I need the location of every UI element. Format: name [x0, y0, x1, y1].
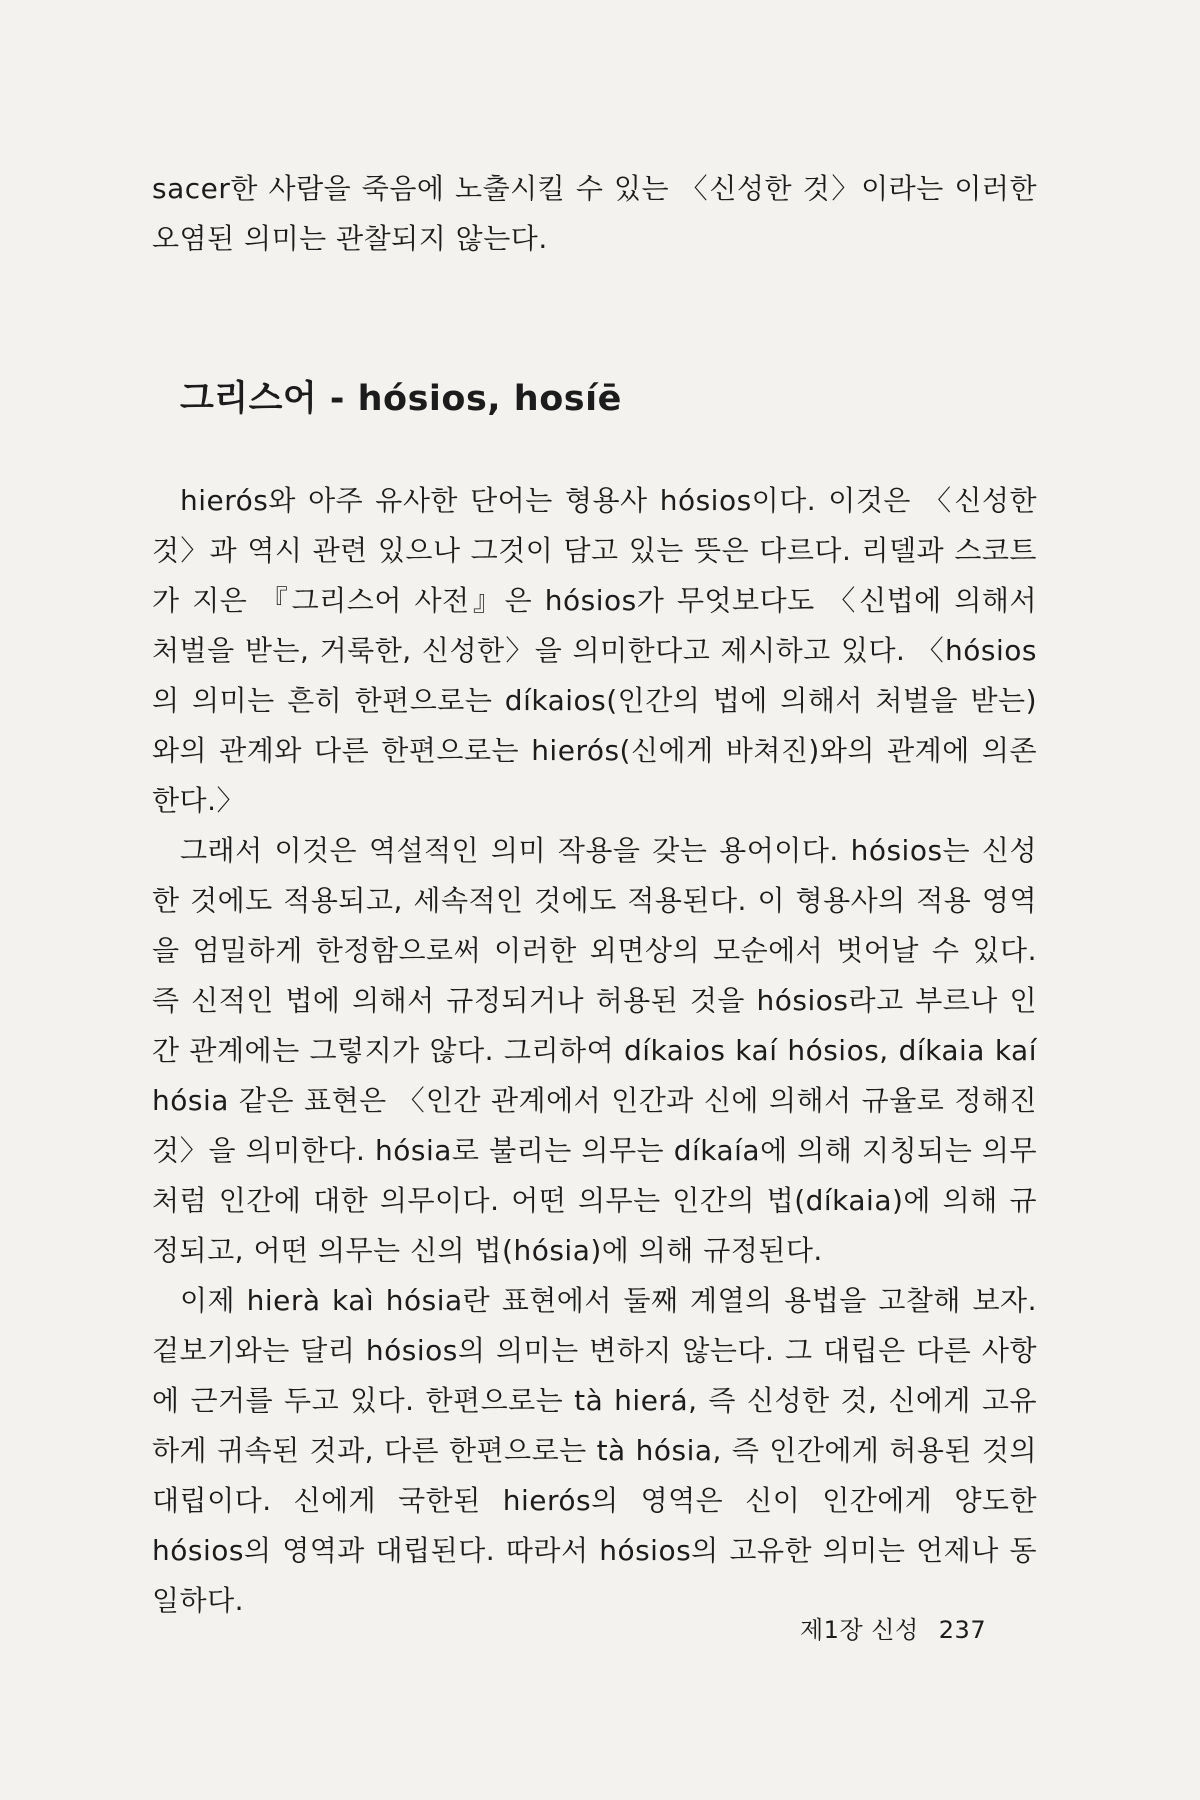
paragraph-continuation: sacer한 사람을 죽음에 노출시킬 수 있는 〈신성한 것〉이라는 이러한 오염된 의미는 관찰되지 않는다. — [152, 172, 1037, 255]
page-number: 237 — [938, 1616, 987, 1644]
running-footer-chapter: 제1장 신성 — [800, 1616, 919, 1644]
paragraph-2: 그래서 이것은 역설적인 의미 작용을 갖는 용어이다. hósios는 신성한 것에도 적용되고, 세속적인 것에도 적용된다. 이 형용사의 적용 영역을 엄밀하게 한정함으로써 이러한 외면상의 모순에서 벗어날 수 있다. 즉 신적인 법에 의해서 규정되거나 허용된 것을 hósios라고 부르나 인간 관계에는 그렇지가 않다. 그리하여 díkaios kaí hósios, díkaia kaí hósia 같은 표현은 〈인간 관계에서 인간과 신에 의해서 규율로 정해진 것〉을 의미한다. hósia로 불리는 의무는 díkaía에 의해 지칭되는 의무처럼 인간에 대한 의무이다. 어떤 의무는 인간의 법(díkaia)에 의해 규정되고, 어떤 의무는 신의 법(hósia)에 의해 규정된다. — [152, 834, 1037, 1267]
paragraph-3: 이제 hierà kaì hósia란 표현에서 둘째 계열의 용법을 고찰해 보자. 겉보기와는 달리 hósios의 의미는 변하지 않는다. 그 대립은 다른 사항에 근거를 두고 있다. 한편으로는 tà hierá, 즉 신성한 것, 신에게 고유하게 귀속된 것과, 다른 한편으로는 tà hósia, 즉 인간에게 허용된 것의 대립이다. 신에게 국한된 hierós의 영역은 신이 인간에게 양도한 hósios의 영역과 대립된다. 따라서 hósios의 고유한 의미는 언제나 동일하다. — [152, 1284, 1037, 1617]
body-text — [152, 164, 1037, 1626]
section-heading: 그리스어 - hósios, hosíē — [180, 379, 622, 419]
paragraph-1: hierós와 아주 유사한 단어는 형용사 hósios이다. 이것은 〈신성한 것〉과 역시 관련 있으나 그것이 담고 있는 뜻은 다르다. 리델과 스코트가 지은 『그리스어 사전』은 hósios가 무엇보다도 〈신법에 의해서 처벌을 받는, 거룩한, 신성한〉을 의미한다고 제시하고 있다. 〈hósios의 의미는 흔히 한편으로는 díkaios(인간의 법에 의해서 처벌을 받는)와의 관계와 다른 한편으로는 hierós(신에게 바쳐진)와의 관계에 의존한다.〉 — [152, 484, 1037, 817]
page-footer — [800, 1610, 998, 1645]
